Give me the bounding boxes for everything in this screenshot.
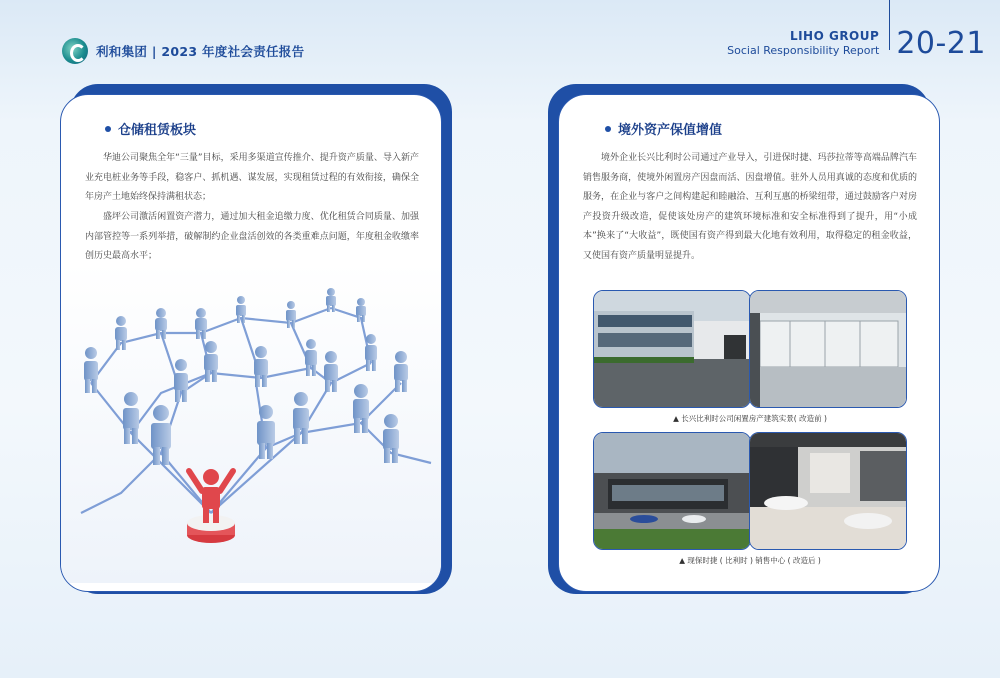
left-section-title: 仓储租赁板块	[105, 119, 196, 138]
left-paragraph-1: 华迪公司聚焦全年“三量”目标，采用多渠道宣传推介、提升资产质量、导入新产业充电桩业务等手段，稳客户、抓机遇、谋发展，实现租赁过程的有效衔接，确保全年房产土地始终保持满租状态；	[85, 153, 419, 202]
photo-caption-after: ▲ 现保时捷 ( 比利时 ) 销售中心 ( 改造后 )	[679, 556, 821, 565]
right-section-title: 境外资产保值增值	[605, 119, 722, 138]
group-name: LIHO GROUP	[789, 29, 880, 43]
photo-building-interior-before	[749, 290, 907, 408]
photo-caption-before: ▲ 长兴比利时公司闲置房产建筑实景( 改造前 )	[673, 414, 827, 423]
report-subtitle: Social Responsibility Report	[727, 44, 880, 57]
page-numbers: 20-21	[896, 26, 986, 61]
left-paragraph-2: 盛坪公司激活闲置资产潜力，通过加大租金追缴力度、优化租赁合同质量、加强内部管控等一系列举措，破解制约企业盘活创效的各类重难点问题，年度租金收缴率创历史最高水平；	[85, 212, 419, 261]
right-card	[558, 94, 940, 592]
header-right	[727, 14, 986, 61]
company-logo	[62, 38, 88, 64]
network-people-illustration	[61, 263, 442, 583]
report-title: 利和集团 | 2023 年度社会责任报告	[96, 44, 305, 59]
photo-building-exterior-before	[593, 290, 751, 408]
right-paragraph: 境外企业长兴比利时公司通过产业导入，引进保时捷、玛莎拉蒂等高端品牌汽车销售服务商，使境外闲置房产因盘而活、因盘增值。驻外人员用真诚的态度和优质的服务，在企业与客户之间构建起和睦融洽、互利互惠的桥梁纽带，通过鼓励客户对房产投资升级改造，促使该处房产的建筑环境标准和安全标准得到了提升，用“小成本”换来了“大收益”，既使国有资产得到最大化地有效利用，取得稳定的租金收益，又使国有资产质量明显提升。	[583, 153, 917, 261]
bullet-dot	[605, 126, 611, 132]
photo-porsche-center-exterior	[593, 432, 751, 550]
photo-porsche-showroom-interior	[749, 432, 907, 550]
bullet-dot	[105, 126, 111, 132]
header-brand	[62, 38, 304, 64]
left-card	[60, 94, 442, 592]
